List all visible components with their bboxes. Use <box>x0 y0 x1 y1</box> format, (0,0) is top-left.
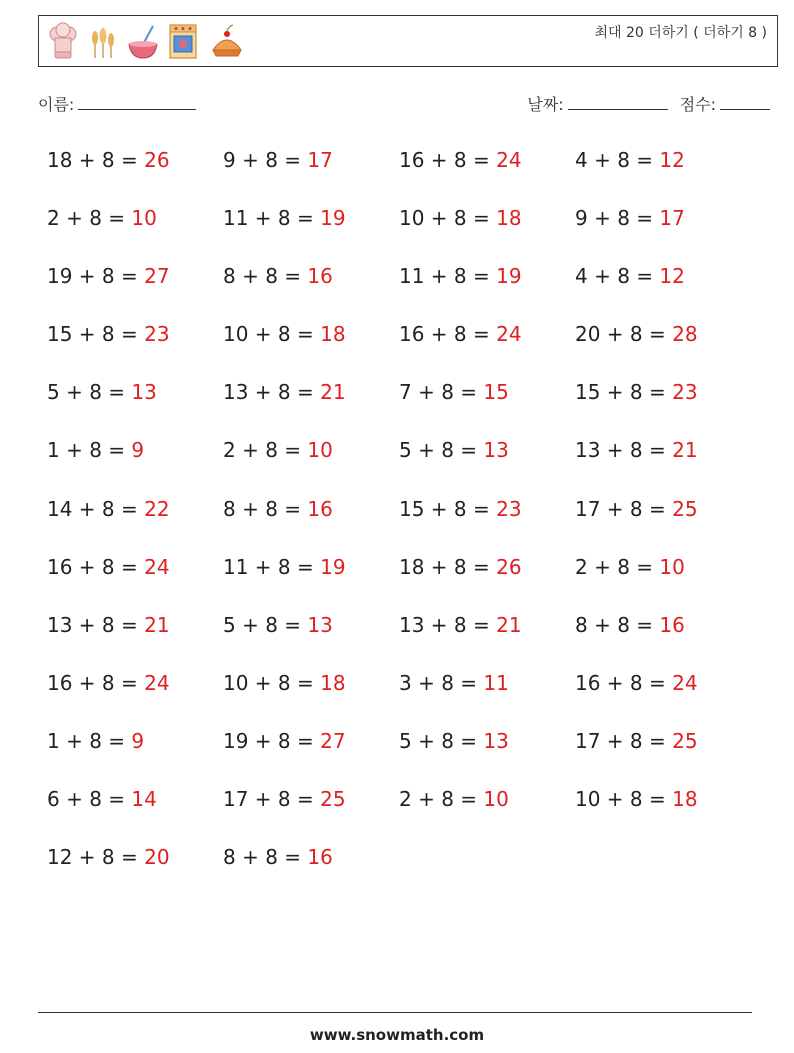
problem-question: 13 + 8 = <box>575 438 673 463</box>
problem-answer: 21 <box>144 612 170 637</box>
problem-item <box>223 547 399 605</box>
problem-question: 15 + 8 = <box>575 380 673 405</box>
problem-item <box>223 721 399 779</box>
problem-question: 15 + 8 = <box>399 496 497 521</box>
problem-answer: 24 <box>496 322 522 347</box>
problem-item <box>575 314 751 372</box>
problem-item <box>575 430 751 488</box>
problem-item <box>575 779 751 837</box>
problem-item <box>399 721 575 779</box>
problem-question: 14 + 8 = <box>47 496 145 521</box>
problem-answer: 19 <box>496 264 522 289</box>
problem-item <box>399 489 575 547</box>
problem-question: 9 + 8 = <box>223 148 308 172</box>
problem-answer: 12 <box>659 264 685 289</box>
problem-answer: 28 <box>672 322 698 347</box>
problem-question: 1 + 8 = <box>47 728 132 753</box>
problem-question: 16 + 8 = <box>399 322 497 347</box>
problem-answer: 18 <box>672 787 698 812</box>
problem-answer: 13 <box>483 728 509 753</box>
problem-answer: 13 <box>307 612 333 637</box>
problem-item <box>575 489 751 547</box>
problem-answer: 12 <box>659 148 685 172</box>
problem-answer: 13 <box>483 438 509 463</box>
problem-item <box>575 140 751 198</box>
wheat-icon <box>87 22 119 62</box>
score-blank[interactable] <box>720 95 770 110</box>
problem-question: 4 + 8 = <box>575 148 660 172</box>
problem-item <box>575 547 751 605</box>
problem-question: 19 + 8 = <box>47 264 145 289</box>
problem-question: 5 + 8 = <box>399 438 484 463</box>
problem-item <box>399 605 575 663</box>
problem-question: 18 + 8 = <box>47 148 145 172</box>
problem-question: 11 + 8 = <box>399 264 497 289</box>
problem-answer: 21 <box>320 380 346 405</box>
problem-item <box>47 721 223 779</box>
problem-question: 16 + 8 = <box>47 670 145 695</box>
problem-question: 6 + 8 = <box>47 787 132 812</box>
problem-item <box>223 605 399 663</box>
problem-answer: 19 <box>320 554 346 579</box>
problem-question: 5 + 8 = <box>399 728 484 753</box>
problem-answer: 14 <box>131 787 157 812</box>
problem-question: 17 + 8 = <box>575 728 673 753</box>
problem-question: 17 + 8 = <box>575 496 673 521</box>
problem-grid <box>47 140 751 895</box>
problem-question: 2 + 8 = <box>399 787 484 812</box>
problem-question: 16 + 8 = <box>47 554 145 579</box>
problem-answer: 23 <box>496 496 522 521</box>
problem-item <box>47 663 223 721</box>
problem-answer: 19 <box>320 206 346 231</box>
date-field <box>527 92 667 115</box>
problem-answer: 9 <box>131 438 145 463</box>
problem-answer: 18 <box>496 206 522 231</box>
problem-answer: 16 <box>307 496 333 521</box>
problem-answer: 22 <box>144 496 170 521</box>
date-blank[interactable] <box>568 95 668 110</box>
problem-question: 16 + 8 = <box>575 670 673 695</box>
problem-item <box>399 779 575 837</box>
problem-question: 1 + 8 = <box>47 438 132 463</box>
problem-question: 10 + 8 = <box>575 787 673 812</box>
problem-question: 2 + 8 = <box>223 438 308 463</box>
problem-answer: 13 <box>131 380 157 405</box>
problem-answer: 10 <box>483 787 509 812</box>
problem-item <box>399 547 575 605</box>
name-blank[interactable] <box>78 95 196 110</box>
problem-item <box>223 372 399 430</box>
problem-question: 13 + 8 = <box>399 612 497 637</box>
problem-item <box>47 605 223 663</box>
problem-answer: 10 <box>659 554 685 579</box>
problem-item <box>399 663 575 721</box>
problem-question: 18 + 8 = <box>399 554 497 579</box>
problem-item <box>47 779 223 837</box>
problem-item <box>399 372 575 430</box>
problem-question: 12 + 8 = <box>47 845 145 870</box>
problem-question: 8 + 8 = <box>223 845 308 870</box>
problem-answer: 16 <box>307 845 333 870</box>
problem-answer: 25 <box>672 728 698 753</box>
problem-item <box>575 663 751 721</box>
problem-question: 10 + 8 = <box>223 322 321 347</box>
problem-question: 5 + 8 = <box>47 380 132 405</box>
problem-question: 13 + 8 = <box>223 380 321 405</box>
worksheet-title: 최대 20 더하기 ( 더하기 8 ) <box>594 25 767 41</box>
problem-answer: 21 <box>496 612 522 637</box>
problem-item <box>399 430 575 488</box>
problem-item <box>575 372 751 430</box>
problem-question: 8 + 8 = <box>575 612 660 637</box>
problem-answer: 24 <box>144 554 170 579</box>
problem-item <box>47 256 223 314</box>
problem-item <box>223 430 399 488</box>
score-label: 점수: <box>679 95 716 114</box>
date-score-fields <box>527 92 770 115</box>
problem-item <box>47 314 223 372</box>
problem-item <box>223 256 399 314</box>
oven-icon <box>167 22 199 62</box>
problem-item <box>399 198 575 256</box>
problem-question: 11 + 8 = <box>223 554 321 579</box>
problem-question: 19 + 8 = <box>223 728 321 753</box>
problem-item <box>47 198 223 256</box>
problem-question: 3 + 8 = <box>399 670 484 695</box>
problem-question: 11 + 8 = <box>223 206 321 231</box>
problem-answer: 27 <box>320 728 346 753</box>
problem-item <box>47 547 223 605</box>
problem-answer: 21 <box>672 438 698 463</box>
problem-question: 15 + 8 = <box>47 322 145 347</box>
problem-question: 13 + 8 = <box>47 612 145 637</box>
problem-question: 2 + 8 = <box>47 206 132 231</box>
problem-answer: 15 <box>483 380 509 405</box>
problem-answer: 18 <box>320 670 346 695</box>
name-label: 이름: <box>38 95 75 114</box>
problem-item <box>47 372 223 430</box>
problem-answer: 17 <box>659 206 685 231</box>
problem-item <box>575 605 751 663</box>
problem-item <box>223 837 399 895</box>
problem-answer: 25 <box>320 787 346 812</box>
problem-item <box>399 256 575 314</box>
problem-item <box>223 314 399 372</box>
problem-answer: 16 <box>659 612 685 637</box>
chef-hat-icon <box>47 22 79 62</box>
problem-answer: 23 <box>144 322 170 347</box>
problem-answer: 27 <box>144 264 170 289</box>
problem-item <box>399 140 575 198</box>
score-field <box>680 92 770 115</box>
problem-answer: 24 <box>672 670 698 695</box>
problem-answer: 23 <box>672 380 698 405</box>
problem-item <box>223 663 399 721</box>
problem-question: 9 + 8 = <box>575 206 660 231</box>
header-box <box>38 15 778 67</box>
problem-answer: 25 <box>672 496 698 521</box>
problem-question: 10 + 8 = <box>399 206 497 231</box>
problem-answer: 10 <box>131 206 157 231</box>
problem-answer: 24 <box>496 148 522 172</box>
footer-site: www.snowmath.com <box>309 1026 485 1044</box>
problem-question: 8 + 8 = <box>223 264 308 289</box>
problem-answer: 10 <box>307 438 333 463</box>
problem-answer: 20 <box>144 845 170 870</box>
problem-question: 5 + 8 = <box>223 612 308 637</box>
problem-item <box>47 489 223 547</box>
problem-item <box>223 140 399 198</box>
name-field <box>38 92 196 115</box>
problem-item <box>575 721 751 779</box>
problem-item <box>223 198 399 256</box>
problem-question: 16 + 8 = <box>399 148 497 172</box>
problem-item <box>223 779 399 837</box>
problem-question: 8 + 8 = <box>223 496 308 521</box>
problem-answer: 17 <box>307 148 333 172</box>
problem-question: 7 + 8 = <box>399 380 484 405</box>
problem-question: 20 + 8 = <box>575 322 673 347</box>
problem-answer: 18 <box>320 322 346 347</box>
problem-question: 2 + 8 = <box>575 554 660 579</box>
footer-divider <box>38 1012 752 1013</box>
problem-item <box>575 256 751 314</box>
problem-item <box>47 430 223 488</box>
date-label: 날짜: <box>527 95 564 114</box>
mixing-bowl-icon <box>127 22 159 62</box>
problem-answer: 11 <box>483 670 509 695</box>
problem-question: 10 + 8 = <box>223 670 321 695</box>
problem-item <box>223 489 399 547</box>
problem-answer: 16 <box>307 264 333 289</box>
problem-item <box>575 198 751 256</box>
problem-answer: 26 <box>144 148 170 172</box>
problem-item <box>47 837 223 895</box>
header-icons <box>47 22 247 62</box>
problem-answer: 9 <box>131 728 145 753</box>
problem-item <box>47 140 223 198</box>
problem-answer: 26 <box>496 554 522 579</box>
pie-icon <box>207 22 247 62</box>
problem-item <box>399 314 575 372</box>
problem-answer: 24 <box>144 670 170 695</box>
problem-question: 17 + 8 = <box>223 787 321 812</box>
problem-question: 4 + 8 = <box>575 264 660 289</box>
